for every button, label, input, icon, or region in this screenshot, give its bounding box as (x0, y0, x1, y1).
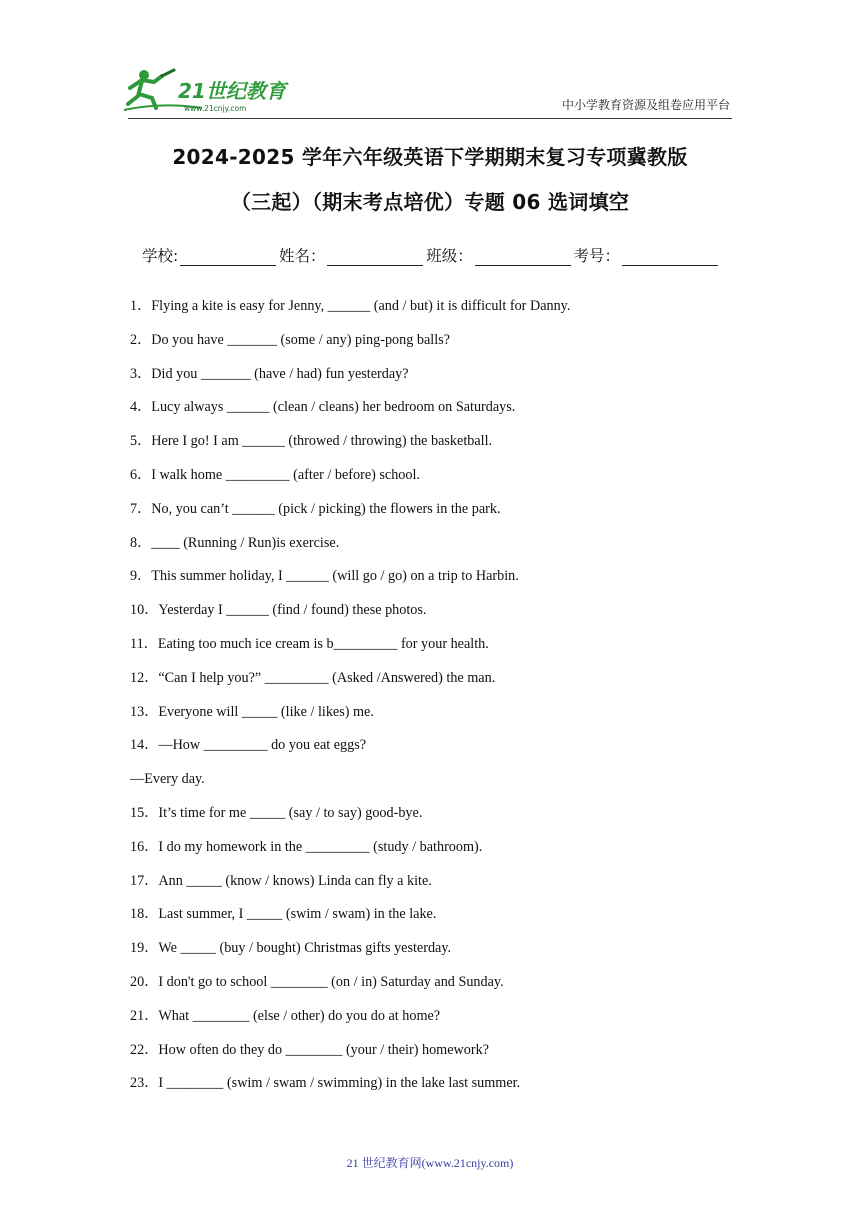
question-item: 16．I do my homework in the _________ (study / bathroom). (130, 838, 483, 855)
number-field (573, 244, 718, 266)
question-item: 2．Do you have _______ (some / any) ping-pong balls? (130, 331, 450, 348)
header-divider (128, 118, 732, 119)
class-label: 班级： (426, 247, 473, 265)
question-item: 12．“Can I help you?” _________ (Asked /Answered) the man. (130, 669, 496, 686)
21cnjy-logo (122, 66, 292, 116)
question-item: 13．Everyone will _____ (like / likes) me. (130, 703, 374, 720)
question-item: 11．Eating too much ice cream is b_________ for your health. (130, 635, 489, 652)
question-item: 3．Did you _______ (have / had) fun yesterday? (130, 365, 409, 382)
school-field (142, 244, 276, 266)
school-blank[interactable] (180, 247, 276, 266)
logo-text: 21世纪教育 (178, 79, 286, 103)
logo-url: www.21cnjy.com (184, 104, 247, 113)
platform-tagline: 中小学教育资源及组卷应用平台 (561, 98, 730, 112)
name-label: 姓名： (278, 247, 326, 265)
student-info-row (142, 244, 718, 266)
name-field (279, 244, 424, 266)
question-item: 7．No, you can’t ______ (pick / picking) the flowers in the park. (130, 500, 501, 517)
question-item: 19．We _____ (buy / bought) Christmas gifts yesterday. (130, 940, 452, 957)
class-field (426, 244, 571, 266)
question-item: 4．Lucy always ______ (clean / cleans) her bedroom on Saturdays. (130, 399, 516, 416)
question-item: 8．____ (Running / Run)is exercise. (130, 534, 340, 551)
question-item: 17．Ann _____ (know / knows) Linda can fly a kite. (130, 872, 432, 889)
question-item: 18．Last summer, I _____ (swim / swam) in the lake. (130, 906, 437, 923)
question-item: 23．I ________ (swim / swam / swimming) in the lake last summer. (130, 1075, 521, 1092)
footer-link[interactable]: 21 世纪教育网(www.21cnjy.com) (346, 1156, 514, 1170)
document-title-line-2: （三起）（期末考点培优）专题 06 选词填空 (230, 190, 630, 214)
school-label: 学校: (142, 247, 179, 265)
question-item: 10．Yesterday I ______ (find / found) these photos. (130, 602, 427, 619)
question-item: 21．What ________ (else / other) do you do at home? (130, 1007, 441, 1024)
question-item: 1．Flying a kite is easy for Jenny, ______ (and / but) it is difficult for Danny. (130, 298, 571, 314)
question-item: 20．I don't go to school ________ (on / in) Saturday and Sunday. (130, 973, 504, 990)
question-item: 15．It’s time for me _____ (say / to say) good-bye. (130, 804, 423, 821)
question-item: 5．Here I go! I am ______ (throwed / throwing) the basketball. (130, 433, 493, 450)
document-title-line-1: 2024-2025 学年六年级英语下学期期末复习专项冀教版 (172, 145, 688, 169)
question-item: 6．I walk home _________ (after / before) school. (130, 466, 420, 483)
class-blank[interactable] (475, 247, 571, 266)
number-blank[interactable] (622, 247, 718, 266)
page-header (0, 0, 860, 120)
name-blank[interactable] (327, 247, 423, 266)
number-label: 考号： (573, 247, 620, 265)
question-item: 9．This summer holiday, I ______ (will go / go) on a trip to Harbin. (130, 568, 519, 585)
question-answer-line: —Every day. (130, 771, 205, 788)
question-item: 14．—How _________ do you eat eggs? (130, 737, 367, 754)
question-list (130, 296, 750, 1107)
question-item: 22．How often do they do ________ (your / their) homework? (130, 1041, 489, 1058)
